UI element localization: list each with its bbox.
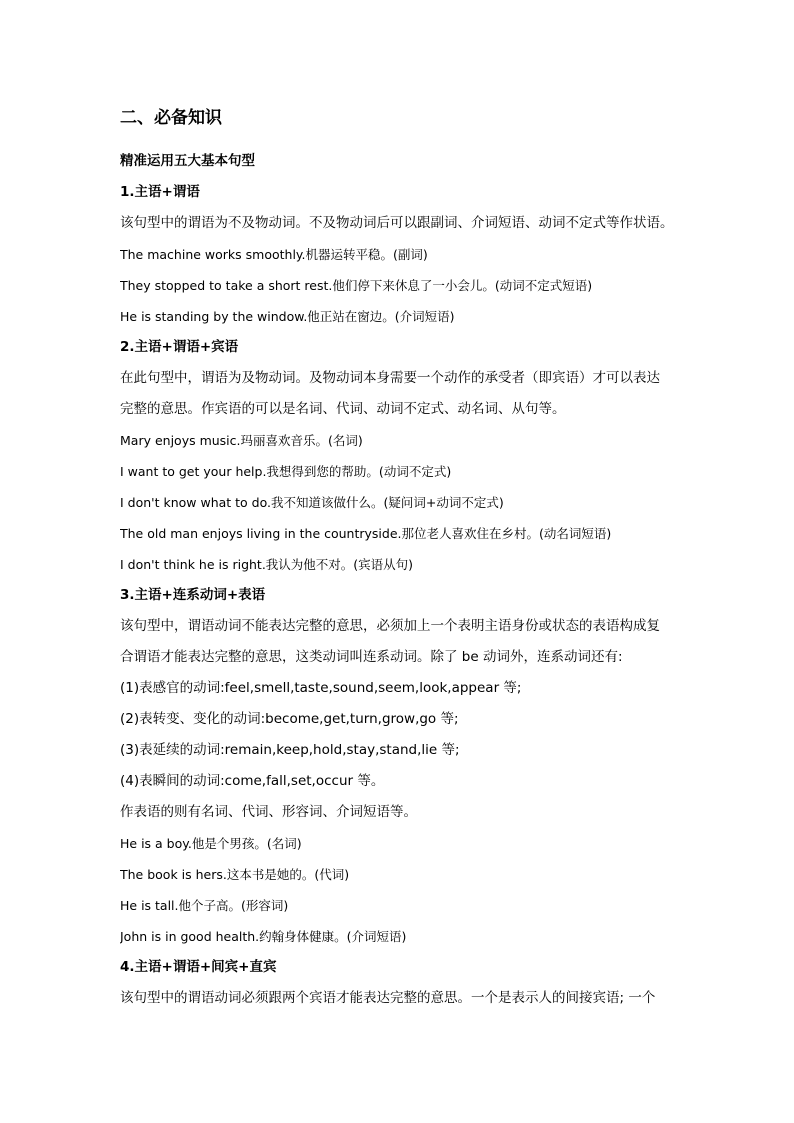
linking-verb-list-item: (4)表瞬间的动词:come,fall,set,occur 等。 — [120, 773, 385, 789]
example-sentence: I don't think he is right.我认为他不对。(宾语从句) — [120, 557, 414, 572]
subtitle: 精准运用五大基本句型 — [120, 153, 255, 169]
example-sentence: I don't know what to do.我不知道该做什么。(疑问词+动词不定式) — [120, 495, 504, 510]
section-heading: 2.主语+谓语+宾语 — [120, 339, 239, 355]
example-sentence: The old man enjoys living in the countryside.那位老人喜欢住在乡村。(动名词短语) — [120, 526, 612, 541]
section-description: 该句型中，谓语动词不能表达完整的意思，必须加上一个表明主语身份或状态的表语构成复 — [120, 618, 660, 634]
section-4 — [120, 952, 680, 1014]
section-3 — [120, 580, 680, 952]
example-sentence: Mary enjoys music.玛丽喜欢音乐。(名词) — [120, 433, 363, 448]
section-heading: 3.主语+连系动词+表语 — [120, 587, 266, 603]
linking-verb-list-item: (2)表转变、变化的动词:become,get,turn,grow,go 等; — [120, 711, 459, 727]
example-sentence: John is in good health.约翰身体健康。(介词短语) — [120, 929, 407, 944]
example-sentence: They stopped to take a short rest.他们停下来休息了一小会儿。(动词不定式短语) — [120, 278, 593, 293]
section-description: 在此句型中，谓语为及物动词。及物动词本身需要一个动作的承受者（即宾语）才可以表达 — [120, 370, 660, 386]
section-description: 该句型中的谓语动词必须跟两个宾语才能表达完整的意思。一个是表示人的间接宾语; 一个 — [120, 990, 656, 1006]
section-heading: 1.主语+谓语 — [120, 184, 200, 200]
example-sentence: The book is hers.这本书是她的。(代词) — [120, 867, 350, 882]
section-heading: 4.主语+谓语+间宾+直宾 — [120, 959, 277, 975]
example-sentence: He is a boy.他是个男孩。(名词) — [120, 836, 302, 851]
linking-verb-list-item: (1)表感官的动词:feel,smell,taste,sound,seem,look,appear 等; — [120, 680, 522, 696]
section-description: 合谓语才能表达完整的意思，这类动词叫连系动词。除了 be 动词外，连系动词还有: — [120, 649, 623, 665]
example-sentence: I want to get your help.我想得到您的帮助。(动词不定式) — [120, 464, 452, 479]
section-title: 二、必备知识 — [120, 108, 222, 128]
linking-verb-list-item: (3)表延续的动词:remain,keep,hold,stay,stand,lie 等; — [120, 742, 460, 758]
section-description: 完整的意思。作宾语的可以是名词、代词、动词不定式、动名词、从句等。 — [120, 401, 566, 417]
example-sentence: He is standing by the window.他正站在窗边。(介词短语) — [120, 309, 455, 324]
section-description: 作表语的则有名词、代词、形容词、介词短语等。 — [120, 804, 417, 820]
example-sentence: He is tall.他个子高。(形容词) — [120, 898, 289, 913]
example-sentence: The machine works smoothly.机器运转平稳。(副词) — [120, 247, 428, 262]
section-2 — [120, 332, 680, 580]
document-page — [120, 104, 680, 1014]
section-1 — [120, 177, 680, 332]
section-description: 该句型中的谓语为不及物动词。不及物动词后可以跟副词、介词短语、动词不定式等作状语。 — [120, 215, 674, 231]
